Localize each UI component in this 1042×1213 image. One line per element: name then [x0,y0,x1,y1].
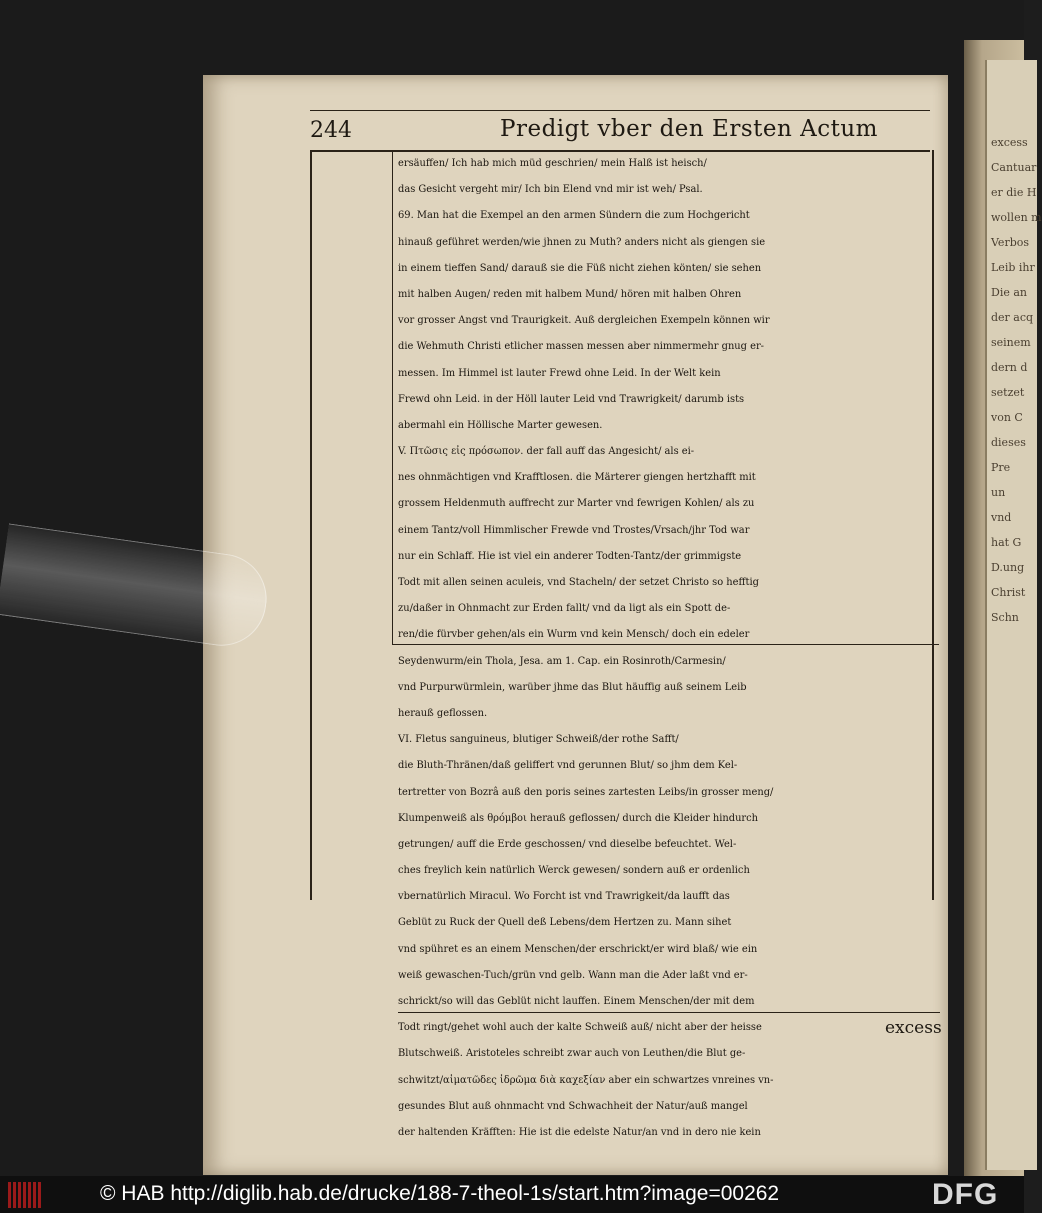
text-line: V. Πτῶσις εἰς πρόσωπον. der fall auff das Angesicht/ als ei- [398,446,695,458]
facing-fragment: Verbos [991,236,1030,249]
facing-fragment: vnd [991,511,1012,524]
facing-fragment: D.ung [991,561,1025,574]
text-line: gesundes Blut auß ohnmacht vnd Schwachheit der Natur/auß mangel [398,1100,748,1112]
facing-fragment: un [991,486,1006,499]
facing-fragment: Leib ihr [991,261,1035,274]
text-line: vnd spühret es an einem Menschen/der erschrickt/er wird blaß/ wie ein [398,943,758,955]
text-line: tertretter von Bozrâ auß den poris seines zartesten Leibs/in grosser meng/ [398,786,774,798]
text-line: in einem tieffen Sand/ darauß sie die Füß nicht ziehen könten/ sie sehen [398,262,762,274]
text-line: Frewd ohn Leid. in der Höll lauter Leid vnd Trawrigkeit/ darumb ists [398,393,745,405]
text-line: das Gesicht vergeht mir/ Ich bin Elend vnd mir ist weh/ Psal. [398,184,703,196]
text-line: der haltenden Kräfften: Hie ist die edelste Natur/an vnd in dero nie kein [398,1126,761,1138]
text-line: VI. Fletus sanguineus, blutiger Schweiß/der rothe Safft/ [398,734,679,746]
text-line: ren/die fürvber gehen/als ein Wurm vnd kein Mensch/ doch ein edeler [398,629,750,641]
text-line: ches freylich kein natürlich Werck gewesen/ sondern auß er ordenlich [398,865,750,877]
text-line: einem Tantz/voll Himmlischer Frewde vnd Trostes/Vrsach/jhr Tod war [398,524,750,536]
facing-fragment: seinem [991,336,1031,349]
text-line: mit halben Augen/ reden mit halbem Mund/ hören mit halben Ohren [398,288,742,300]
text-line: 69. Man hat die Exempel an den armen Sündern die zum Hochgericht [398,210,750,222]
text-line: vnd Purpurwürmlein, warüber jhme das Blut häuffig auß seinem Leib [398,681,747,693]
text-line: herauß geflossen. [398,707,488,719]
text-line: ersäuffen/ Ich hab mich müd geschrien/ mein Halß ist heisch/ [398,158,707,169]
facing-fragment: Cantuar [991,161,1037,174]
facing-fragment: Christ [991,586,1026,599]
text-line: vbernatürlich Miracul. Wo Forcht ist vnd Trawrigkeit/da laufft das [398,891,730,903]
text-line: zu/daßer in Ohnmacht zur Erden fallt/ vnd da ligt als ein Spott de- [398,603,731,615]
text-line: grossem Heldenmuth auffrecht zur Marter vnd fewrigen Kohlen/ als zu [398,498,755,510]
text-line: Seydenwurm/ein Thola, Jesa. am 1. Cap. ein Rosinroth/Carmesin/ [398,655,726,667]
page-number: 244 [310,118,352,143]
bottom-rule [398,1012,940,1013]
facing-page [985,60,1042,1170]
text-line: vor grosser Angst vnd Traurigkeit. Auß dergleichen Exempeln können wir [398,315,770,327]
facing-fragment: dern d [991,361,1028,374]
facing-fragment: setzet [991,386,1025,399]
copyright-url[interactable]: © HAB http://diglib.hab.de/drucke/188-7-theol-1s/start.htm?image=00262 [100,1182,780,1205]
facing-fragment: dieses [991,436,1026,449]
header-rule [310,110,930,111]
facing-fragment: er die H [991,186,1037,199]
text-line: Geblüt zu Ruck der Quell deß Lebens/dem Hertzen zu. Mann sihet [398,917,732,929]
running-head [310,114,930,152]
text-line: Todt ringt/gehet wohl auch der kalte Schweiß auß/ nicht aber der heisse [398,1022,762,1034]
body-text [398,151,938,1146]
facing-fragment: hat G [991,536,1022,549]
footer-bar [0,1176,1024,1213]
hab-barcode-logo-icon [8,1182,46,1208]
text-line: schwitzt/αἱματῶδες ἱδρῶμα διὰ καχεξίαν aber ein schwartzes vnreines vn- [398,1074,774,1086]
text-line: Todt mit allen seinen aculeis, vnd Stacheln/ der setzet Christo so hefftig [398,577,759,588]
text-line: abermahl ein Höllische Marter gewesen. [398,419,603,431]
text-line: nur ein Schlaff. Hie ist viel ein anderer Todten-Tantz/der grimmigste [398,550,742,562]
text-line: hinauß geführet werden/wie jhnen zu Muth? anders nicht als giengen sie [398,236,766,248]
text-line: Klumpenweiß als θρόμβοι herauß geflossen/ durch die Kleider hindurch [398,812,759,824]
text-line: messen. Im Himmel ist lauter Frewd ohne Leid. In der Welt kein [398,367,721,379]
facing-fragment: Pre [991,461,1011,474]
text-line: getrungen/ auff die Erde geschossen/ vnd dieselbe befeuchtet. Wel- [398,838,737,850]
running-title: Predigt vber den Ersten Actum [500,116,878,142]
facing-fragment: Schn [991,611,1019,624]
facing-fragment: Die an [991,286,1027,299]
text-line: die Bluth-Thränen/daß geliffert vnd gerunnen Blut/ so jhm dem Kel- [398,760,738,772]
facing-page-text [991,130,1042,630]
catchword: excess [885,1018,942,1038]
text-line: schrickt/so will das Geblüt nicht lauffen. Einem Menschen/der mit dem [398,996,755,1007]
facing-fragment: von C [991,411,1023,424]
facing-fragment: excess [991,136,1028,149]
facing-fragment: wollen m [991,211,1042,224]
text-line: Blutschweiß. Aristoteles schreibt zwar auch von Leuthen/die Blut ge- [398,1048,746,1060]
dfg-logo: DFG [932,1178,999,1211]
facing-fragment: der acq [991,311,1034,324]
text-line: weiß gewaschen-Tuch/grün vnd gelb. Wann man die Ader laßt vnd er- [398,969,748,981]
text-line: die Wehmuth Christi etlicher massen messen aber nimmermehr gnug er- [398,341,765,353]
text-line: nes ohnmächtigen vnd Krafftlosen. die Märterer giengen hertzhafft mit [398,472,756,484]
